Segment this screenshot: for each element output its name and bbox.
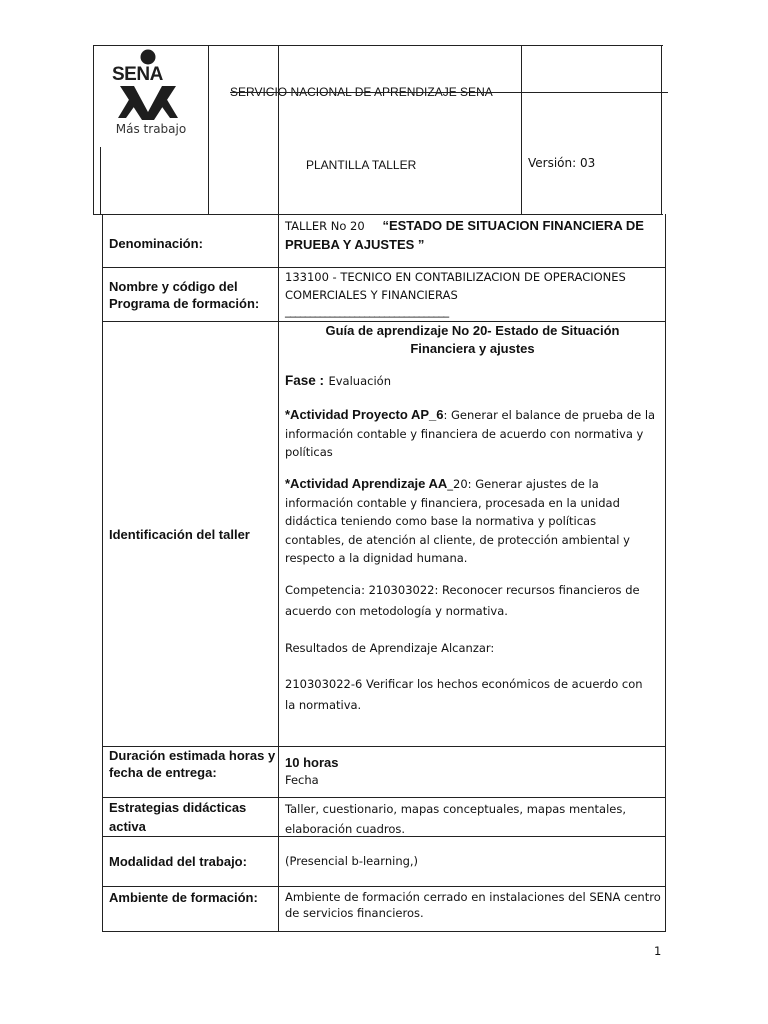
guide-title: Guía de aprendizaje No 20- Estado de Situación Financiera y ajustes [325, 323, 620, 356]
label-duracion: Duración estimada horas y fecha de entrega: [109, 748, 276, 780]
header-divider-2 [278, 45, 279, 215]
label-identificacion: Identificación del taller [109, 527, 250, 542]
competencia: Competencia: 210303022: Reconocer recursos financieros de acuerdo con metodología y normativa. [285, 583, 640, 618]
estrategias-value: Taller, cuestionario, mapas conceptuales, mapas mentales, elaboración cuadros. [285, 802, 626, 836]
label-estrategias: Estrategias didácticas activa [109, 800, 247, 834]
denominacion-value [285, 217, 661, 254]
logo-brand: SENA [112, 64, 163, 85]
ambiente-value: Ambiente de formación cerrado en instalaciones del SENA centro de servicios financieros. [285, 890, 661, 920]
header-right-border [661, 45, 662, 215]
duracion-hours: 10 horas [285, 755, 339, 770]
taller-number: TALLER No 20 [285, 219, 365, 233]
ap-label: *Actividad Proyecto AP_6 [285, 407, 444, 422]
modalidad-value: (Presencial b-learning,) [285, 854, 419, 868]
header-divider-1 [208, 45, 209, 215]
fase-value: Evaluación [328, 374, 391, 388]
resultados-label: Resultados de Aprendizaje Alcanzar: [285, 641, 495, 655]
label-programa: Nombre y código del Programa de formación: [109, 279, 260, 311]
header-left-border [93, 45, 94, 215]
header-top-border [93, 45, 663, 46]
taller-title: “ESTADO DE SITUACION FINANCIERA DE PRUEBA Y AJUSTES ” [285, 218, 644, 252]
ap-text: : Generar el balance de prueba de la información contable y financiera de acuerdo con normativa y políticas [285, 408, 656, 459]
programa-value: 133100 - TECNICO EN CONTABILIZACION DE OPERACIONES COMERCIALES Y FINANCIERAS [285, 270, 626, 302]
fase-label: Fase : [285, 373, 325, 388]
actividad-aprendizaje [285, 475, 657, 568]
actividad-proyecto [285, 406, 663, 462]
resultado-aprendizaje: 210303022-6 Verificar los hechos económicos de acuerdo con la normativa. [285, 677, 643, 712]
programa-underline: _________________________________ [285, 304, 449, 318]
logo-tagline: Más trabajo [115, 122, 187, 136]
table-bottom-border [102, 931, 666, 932]
sena-logo [110, 48, 200, 143]
header-outer-bracket [100, 147, 101, 215]
fase-line [285, 372, 391, 391]
aa-text: _20: Generar ajustes de la información contable y financiera, procesada en la unidad didáctica teniendo como base la normativa y políticas contables, de atención al cliente, de protección ambiental y respecto a la dignidad humana. [285, 477, 630, 565]
version-label: Versión: 03 [528, 156, 596, 170]
label-denominacion: Denominación: [109, 236, 203, 251]
row-line-6 [102, 886, 666, 887]
duracion-fecha: Fecha [285, 773, 319, 787]
header-divider-3 [521, 45, 522, 215]
header-bottom-border [93, 214, 663, 215]
label-modalidad: Modalidad del trabajo: [109, 854, 247, 869]
page-number: 1 [654, 944, 662, 958]
label-ambiente: Ambiente de formación: [109, 890, 258, 905]
institution-name: SERVICIO NACIONAL DE APRENDIZAJE SENA [230, 85, 493, 99]
aa-label: *Actividad Aprendizaje AA [285, 476, 448, 491]
row-line-1 [102, 267, 666, 268]
template-name: PLANTILLA TALLER [306, 158, 417, 172]
